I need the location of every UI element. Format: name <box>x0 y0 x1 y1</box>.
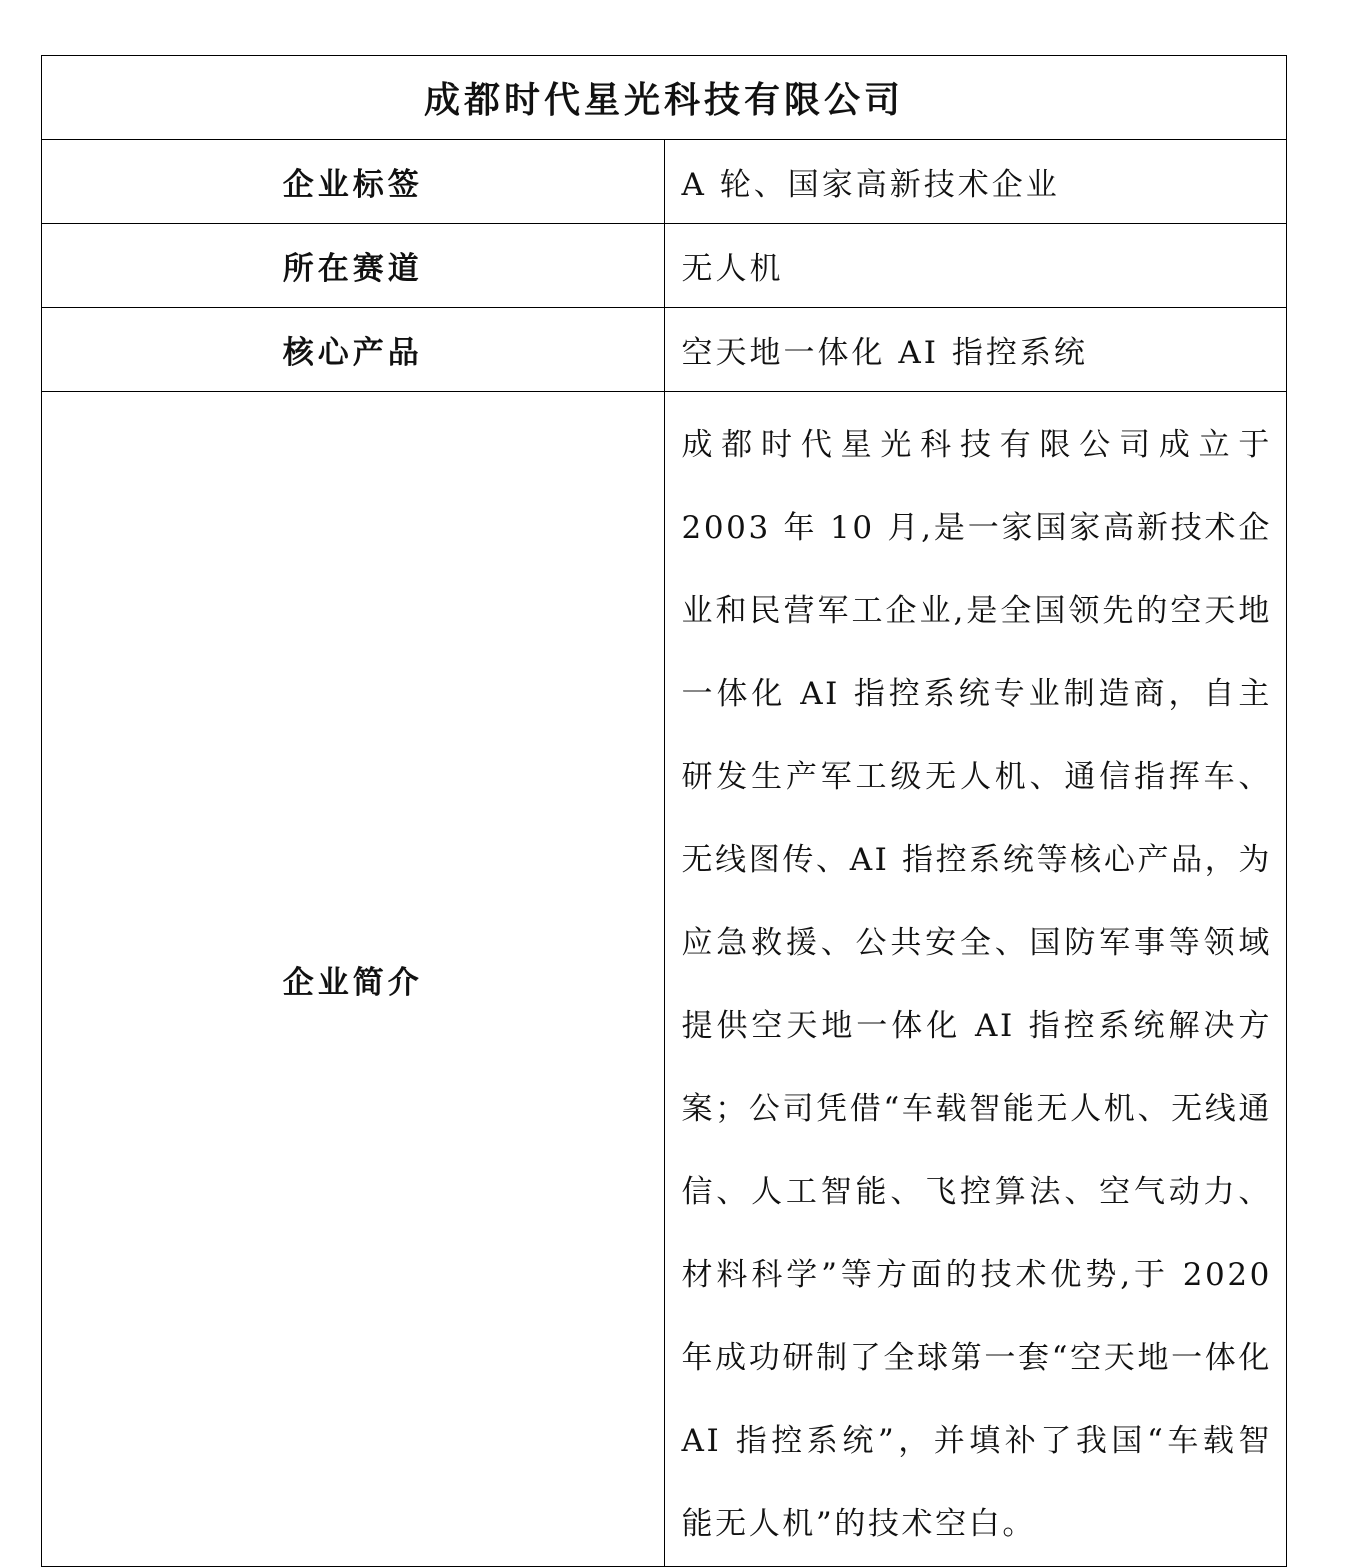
label-enterprise-tags: 企业标签 <box>42 140 665 224</box>
label-track: 所在赛道 <box>42 224 665 308</box>
introduction-cell <box>664 392 1287 1567</box>
title-row <box>42 56 1287 140</box>
value-core-product: 空天地一体化 AI 指控系统 <box>664 308 1287 392</box>
value-enterprise-tags: A 轮、国家高新技术企业 <box>664 140 1287 224</box>
value-track: 无人机 <box>664 224 1287 308</box>
row-introduction <box>42 392 1287 1567</box>
label-introduction: 企业简介 <box>42 392 665 1567</box>
row-enterprise-tags <box>42 140 1287 224</box>
introduction-text: 成都时代星光科技有限公司成立于 2003 年 10 月,是一家国家高新技术企业和民营军工企业,是全国领先的空天地一体化 AI 指控系统专业制造商，自主研发生产军工级无人机、通信指挥车、无线图传、AI 指控系统等核心产品，为应急救援、公共安全、国防军事等领域提供空天地一体化 AI 指控系统解决方案；公司凭借“车载智能无人机、无线通信、人工智能、飞控算法、空气动力、材料科学”等方面的技术优势,于 2020 年成功研制了全球第一套“空天地一体化 AI 指控系统”，并填补了我国“车载智能无人机”的技术空白。 <box>681 427 1272 1542</box>
row-track <box>42 224 1287 308</box>
row-core-product <box>42 308 1287 392</box>
company-profile-table <box>41 55 1287 1567</box>
company-name-title: 成都时代星光科技有限公司 <box>42 56 1287 140</box>
label-core-product: 核心产品 <box>42 308 665 392</box>
